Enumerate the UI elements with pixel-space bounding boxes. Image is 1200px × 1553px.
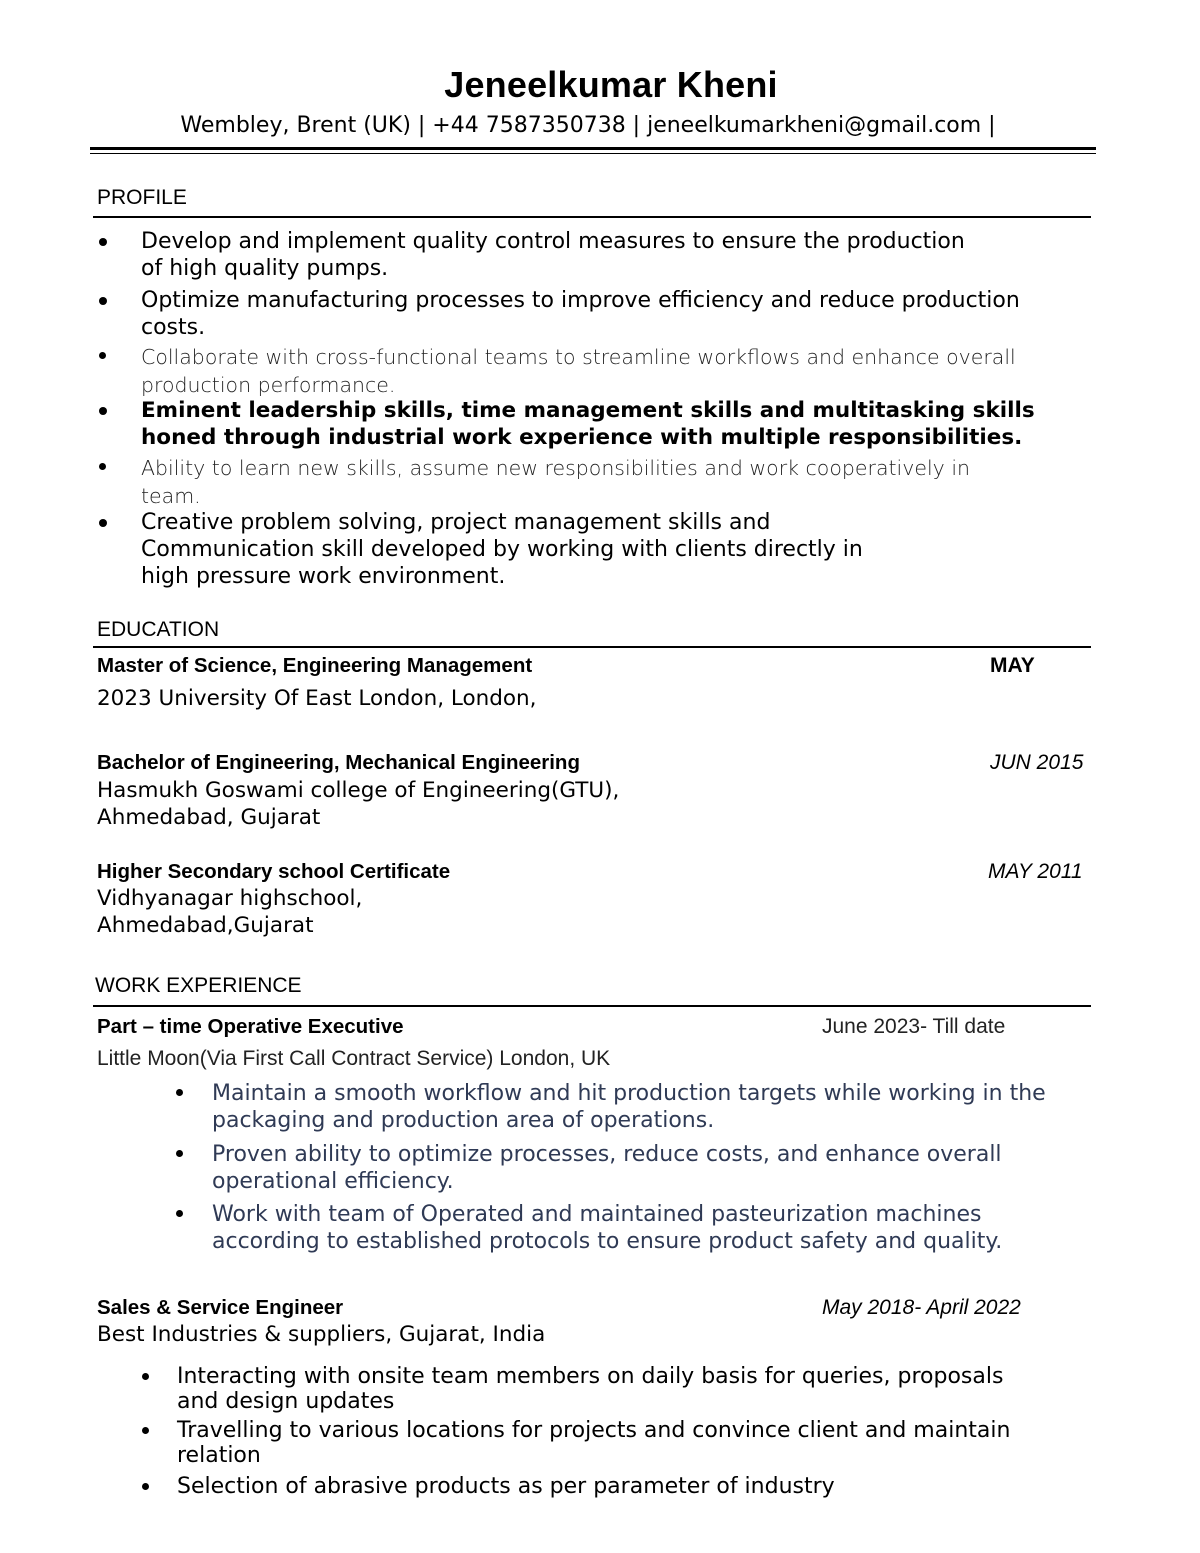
job-bullet-text: Selection of abrasive products as per parameter of industry	[177, 1474, 835, 1499]
bullet-dot	[99, 352, 106, 359]
education-details: 2023 University Of East London, London,	[97, 686, 537, 711]
job-date: May 2018- April 2022	[822, 1296, 1021, 1319]
education-details: Vidhyanagar highschool, Ahmedabad,Gujarat	[97, 886, 363, 938]
job-bullet-text: Maintain a smooth workflow and hit production targets while working in the packaging and production area of operations.	[212, 1081, 1046, 1133]
education-degree: Bachelor of Engineering, Mechanical Engineering	[97, 751, 580, 774]
bullet-dot	[99, 297, 107, 305]
header-divider-thin	[90, 153, 1096, 154]
education-rule	[93, 646, 1091, 648]
bullet-dot	[99, 407, 107, 415]
education-heading: EDUCATION	[97, 618, 220, 641]
education-degree: Higher Secondary school Certificate	[97, 860, 451, 883]
job-date: June 2023- Till date	[822, 1015, 1006, 1038]
bullet-dot	[142, 1373, 149, 1380]
contact-line: Wembley, Brent (UK) | +44 7587350738 | jeneelkumarkheni@gmail.com |	[180, 113, 996, 138]
job-bullet-text: Travelling to various locations for projects and convince client and maintain relation	[177, 1418, 1011, 1468]
education-date: MAY 2011	[988, 860, 1083, 883]
profile-rule	[93, 216, 1091, 218]
job-role: Part – time Operative Executive	[97, 1015, 404, 1038]
bullet-dot	[99, 519, 107, 527]
header-divider	[90, 147, 1096, 150]
bullet-dot	[99, 238, 107, 246]
candidate-name: Jeneelkumar Kheni	[444, 64, 778, 105]
education-date: JUN 2015	[990, 751, 1084, 774]
bullet-dot	[176, 1150, 183, 1157]
profile-bullet-text: Optimize manufacturing processes to improve efficiency and reduce production costs.	[141, 288, 1020, 340]
profile-bullet-text: Ability to learn new skills, assume new responsibilities and work cooperatively in team.	[141, 456, 971, 508]
bullet-dot	[142, 1427, 149, 1434]
education-date: MAY	[990, 654, 1035, 677]
job-bullet-text: Proven ability to optimize processes, reduce costs, and enhance overall operational efficiency.	[212, 1142, 1002, 1194]
work-rule	[93, 1005, 1091, 1007]
bullet-dot	[176, 1089, 183, 1096]
profile-bullet-text: Collaborate with cross-functional teams to streamline workflows and enhance overall production performance.	[141, 345, 1016, 397]
profile-bullet-text: Eminent leadership skills, time management skills and multitasking skills honed through industrial work experience with multiple responsibilities.	[141, 398, 1035, 450]
bullet-dot	[99, 463, 106, 470]
job-bullet-text: Interacting with onsite team members on daily basis for queries, proposals and design updates	[177, 1364, 1004, 1414]
job-company: Little Moon(Via First Call Contract Service) London, UK	[97, 1047, 611, 1070]
bullet-dot	[142, 1483, 149, 1490]
bullet-dot	[176, 1210, 183, 1217]
work-heading: WORK EXPERIENCE	[95, 974, 302, 997]
job-bullet-text: Work with team of Operated and maintained pasteurization machines according to established protocols to ensure product safety and quality.	[212, 1202, 1003, 1254]
profile-bullet-text: Develop and implement quality control measures to ensure the production of high quality pumps.	[141, 229, 965, 281]
job-company: Best Industries & suppliers, Gujarat, India	[97, 1322, 546, 1347]
profile-bullet-text: Creative problem solving, project management skills and Communication skill developed by working with clients directly in high pressure work environment.	[141, 510, 863, 589]
job-role: Sales & Service Engineer	[97, 1296, 344, 1319]
education-degree: Master of Science, Engineering Management	[97, 654, 533, 677]
education-details: Hasmukh Goswami college of Engineering(GTU), Ahmedabad, Gujarat	[97, 778, 620, 830]
profile-heading: PROFILE	[97, 186, 187, 209]
